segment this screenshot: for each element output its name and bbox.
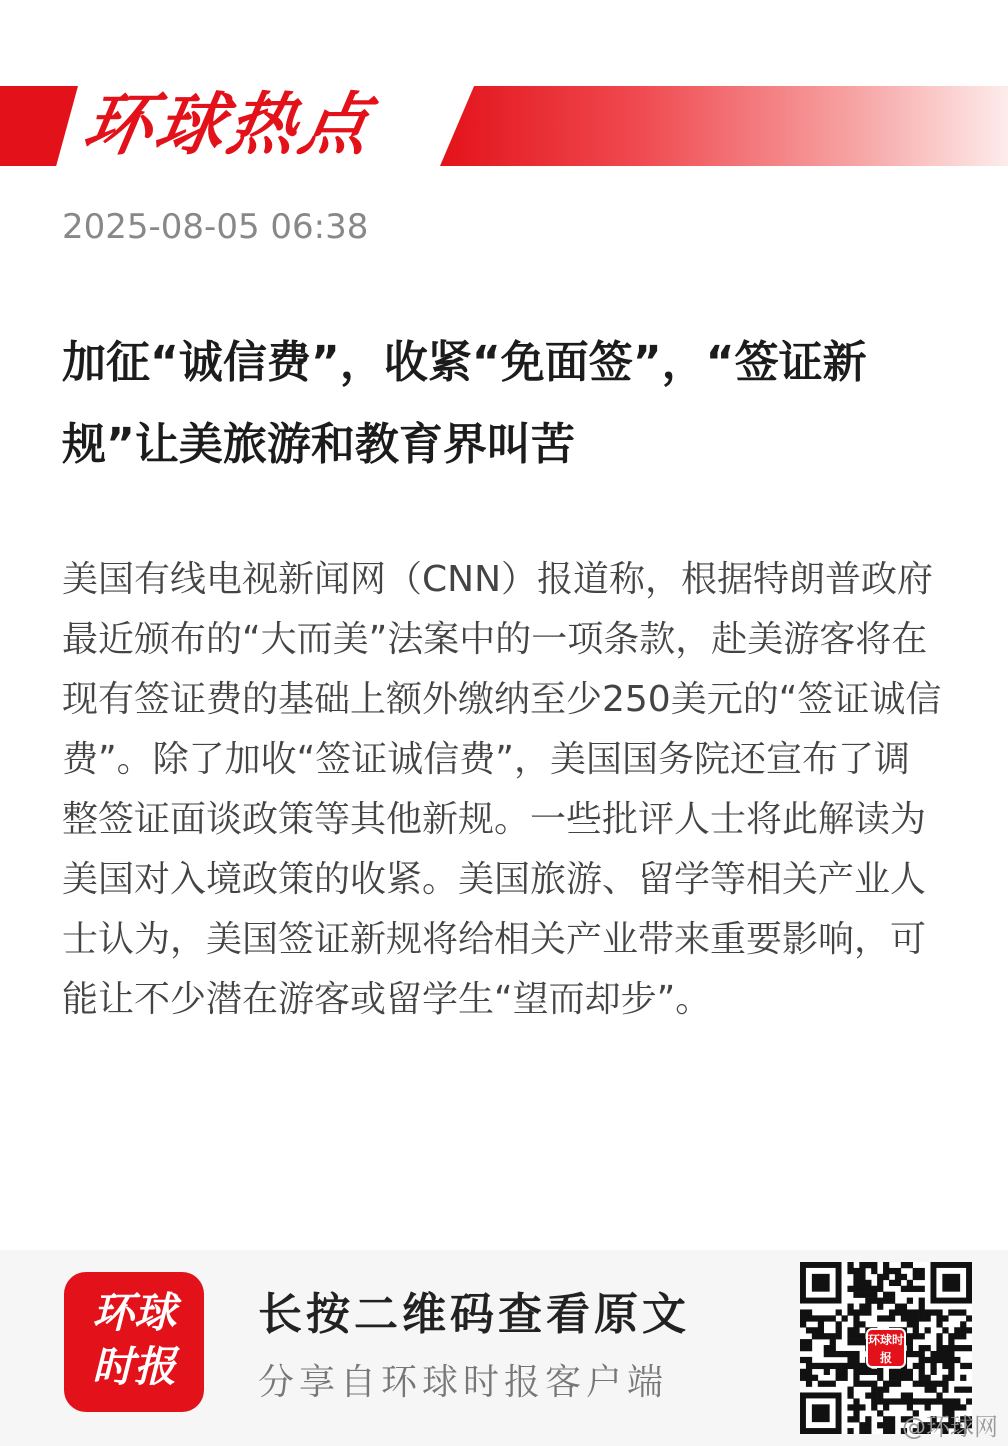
header-banner [0, 86, 1008, 166]
app-logo-line1: 环球 [91, 1288, 176, 1337]
banner-stripe-left [0, 86, 78, 166]
app-logo [64, 1272, 204, 1412]
article-body: 美国有线电视新闻网（CNN）报道称，根据特朗普政府最近颁布的“大而美”法案中的一项条款，赴美游客将在现有签证费的基础上额外缴纳至少250美元的“签证诚信费”。除了加收“签证诚信费”，美国国务院还宣布了调整签证面谈政策等其他新规。一些批评人士将此解读为美国对入境政策的收紧。美国旅游、留学等相关产业人士认为，美国签证新规将给相关产业带来重要影响，可能让不少潜在游客或留学生“望而却步”。 [62, 559, 942, 1020]
publish-timestamp: 2025-08-05 06:38 [62, 207, 369, 247]
app-logo-line2: 时报 [91, 1342, 176, 1391]
share-source: 分享自环球时报客户端 [258, 1362, 669, 1403]
banner-title: 环球热点 [77, 86, 380, 165]
share-footer [0, 1250, 1008, 1446]
qr-finder-square [942, 1274, 960, 1292]
article-headline: 加征“诚信费”，收紧“免面签”，“签证新规”让美旅游和教育界叫苦 [62, 337, 867, 470]
qr-instruction: 长按二维码查看原文 [258, 1289, 690, 1340]
banner-gradient-right [440, 86, 1008, 166]
source-watermark: @环球网 [902, 1413, 998, 1441]
qr-center-logo: 环球时报 [866, 1328, 906, 1368]
qr-finder-square [812, 1404, 830, 1422]
qr-finder-square [812, 1274, 830, 1292]
